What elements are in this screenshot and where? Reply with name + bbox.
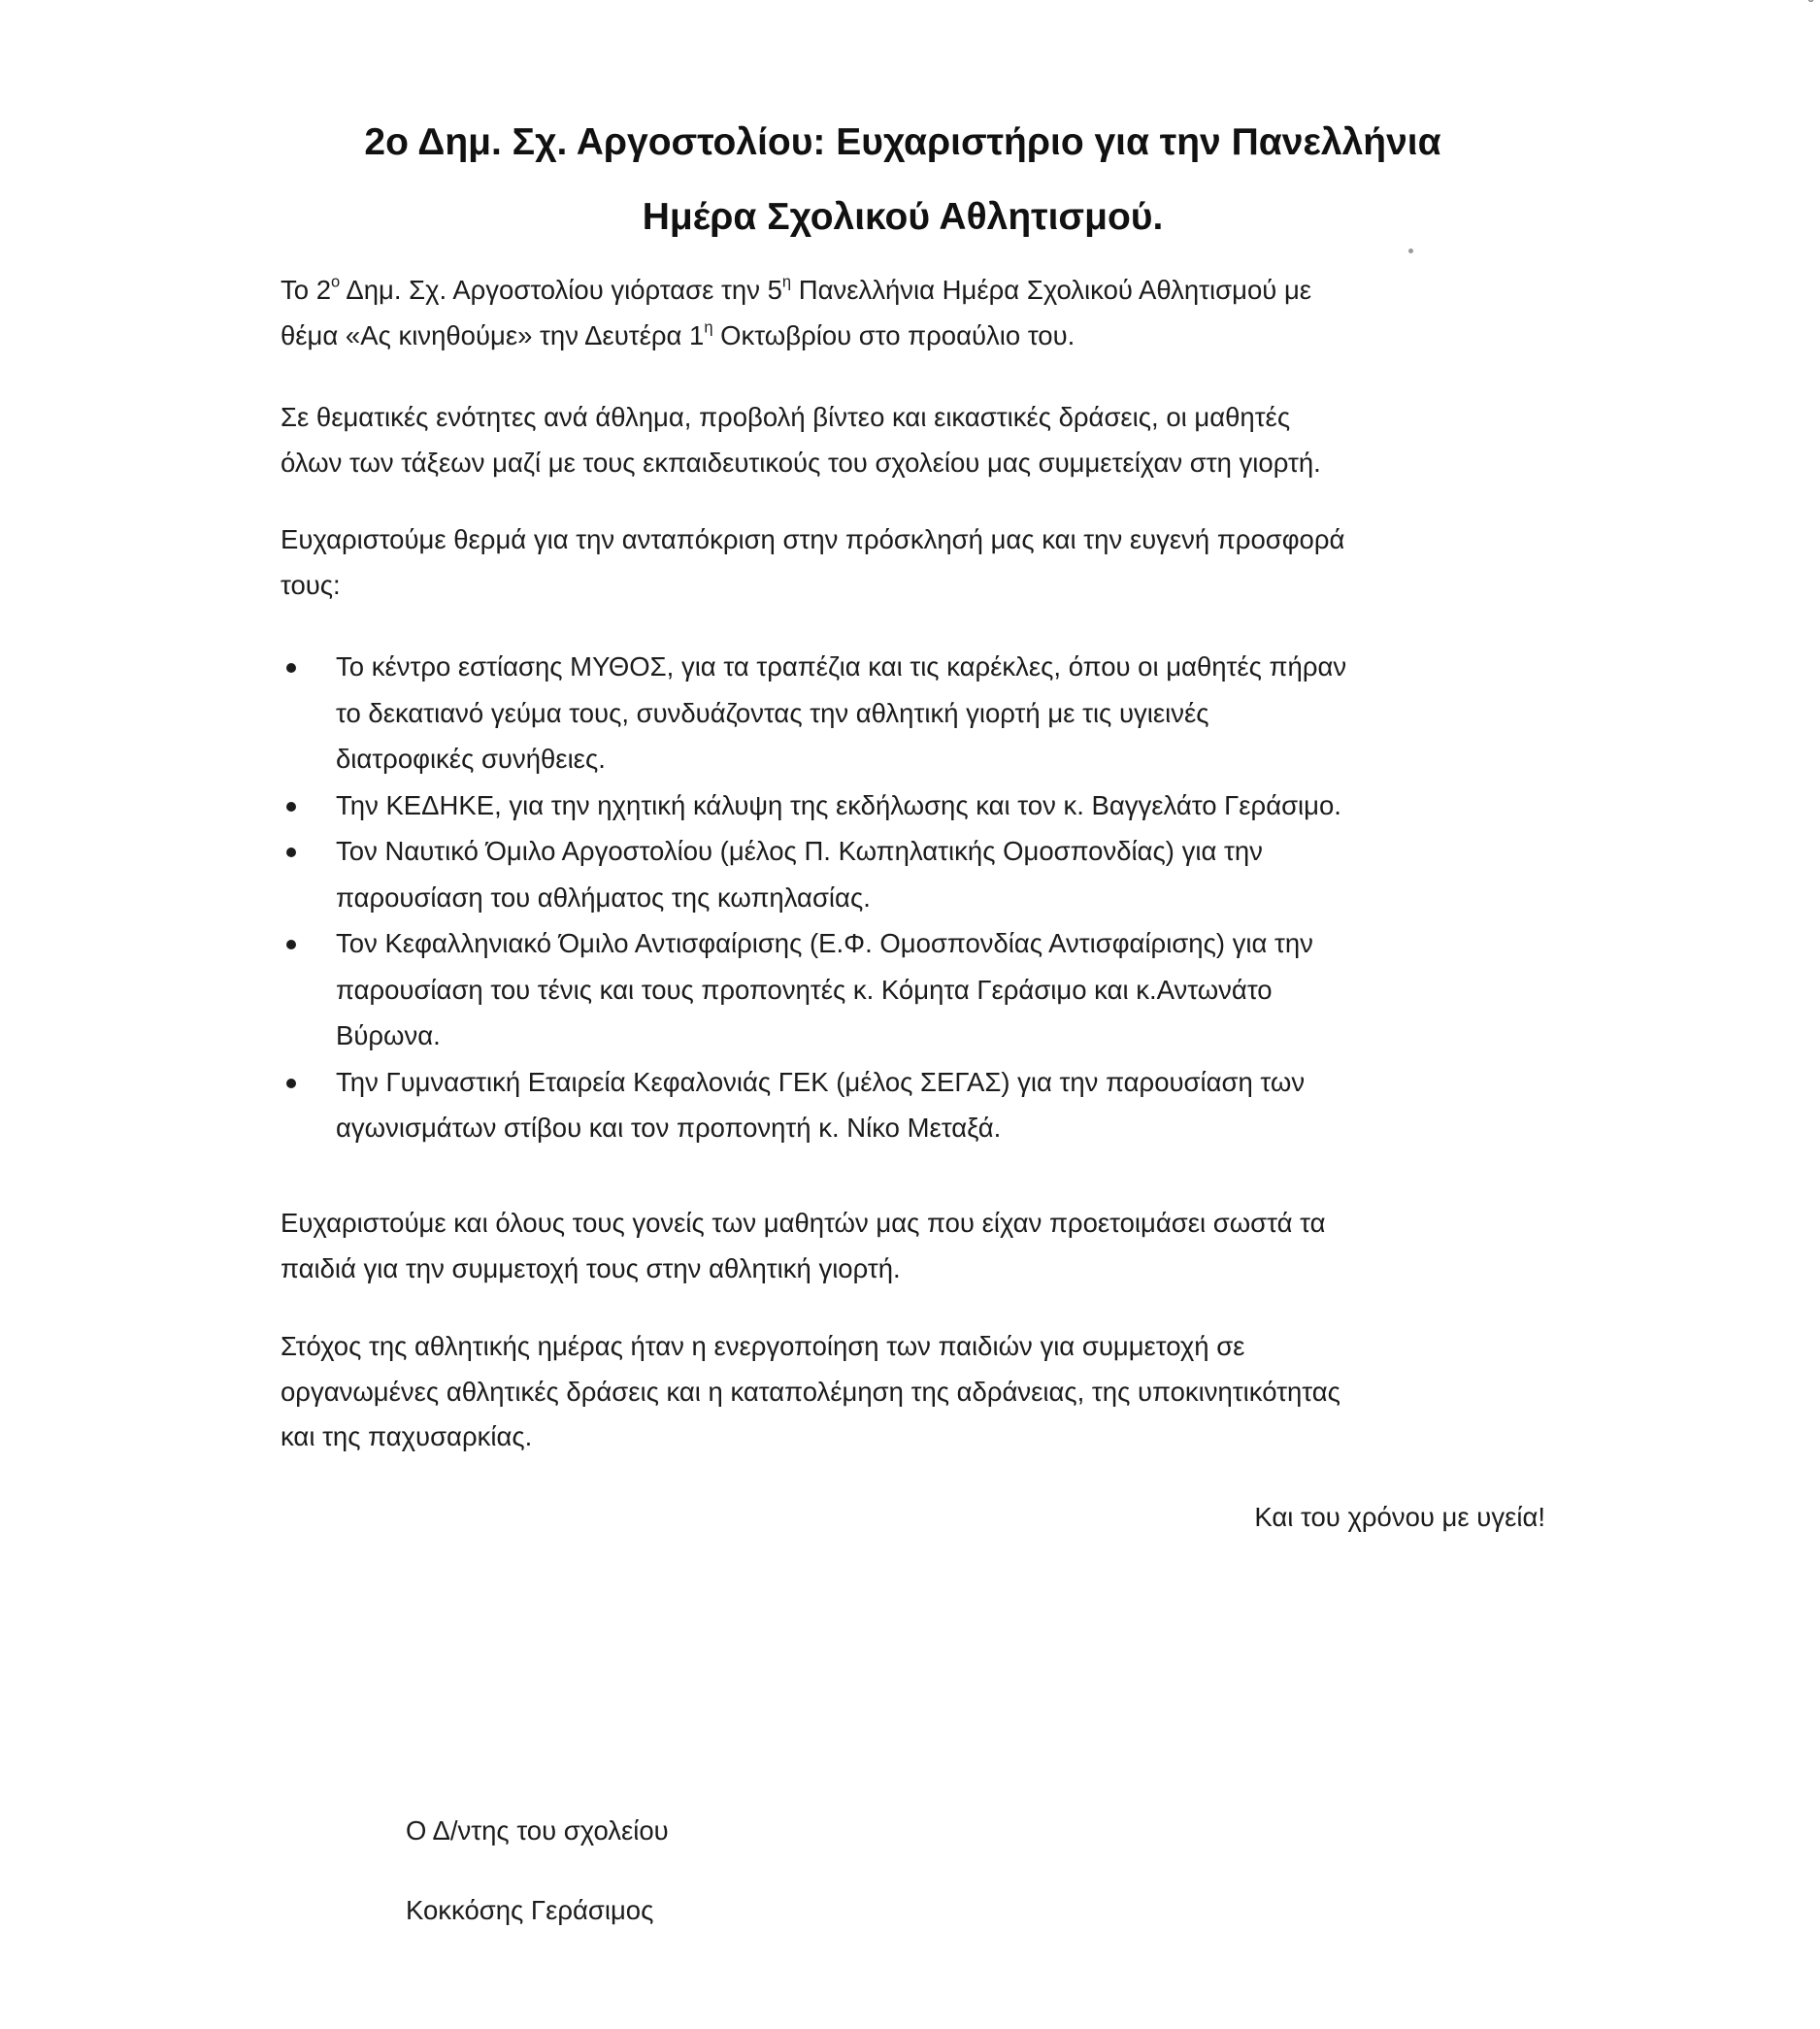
intro-text: Δημ. Σχ. Αργοστολίου γιόρτασε την 5 [340,275,782,305]
list-item [281,920,1562,1059]
paragraph-line: Ευχαριστούμε θερμά για την ανταπόκριση στην πρόσκλησή μας και την ευγενή προσφορά [281,524,1345,554]
thanks-paragraph [281,517,1562,608]
paragraph-line: Ευχαριστούμε και όλους τους γονείς των μαθητών μας που είχαν προετοιμάσει σωστά τα [281,1208,1326,1238]
list-item [281,644,1562,782]
paragraph-line: Στόχος της αθλητικής ημέρας ήταν η ενεργοποίηση των παιδιών για συμμετοχή σε [281,1331,1245,1361]
scan-edge-mark: ˘ [1808,0,1814,17]
list-item-line: διατροφικές συνήθειες. [336,744,606,774]
closing-wish: Και του χρόνου με υγεία! [1254,1502,1545,1532]
list-item [281,828,1562,920]
list-item-line: Την ΚΕΔΗΚΕ, για την ηχητική κάλυψη της εκδήλωσης και τον κ. Βαγγελάτο Γεράσιμο. [336,789,1341,820]
intro-text: Το 2 [281,275,332,305]
intro-text: Οκτωβρίου στο προαύλιο του. [712,319,1075,350]
intro-text: θέμα «Ας κινηθούμε» την Δευτέρα 1 [281,319,705,350]
bullet-icon [286,1079,296,1088]
paragraph-line: οργανωμένες αθλητικές δράσεις και η καταπολέμηση της αδράνειας, της υποκινητικότητας [281,1376,1340,1407]
list-item-line: το δεκατιανό γεύμα τους, συνδυάζοντας την αθλητική γιορτή με τις υγιεινές [336,697,1209,728]
list-item [281,782,1562,829]
list-item-line: αγωνισμάτων στίβου και τον προπονητή κ. Νίκο Μεταξά. [336,1113,1002,1143]
paragraph-line: Σε θεματικές ενότητες ανά άθλημα, προβολή βίντεο και εικαστικές δράσεις, οι μαθητές [281,402,1291,432]
activities-paragraph [281,395,1562,485]
title-line: Ημέρα Σχολικού Αθλητισμού. [642,196,1164,238]
list-item [281,1059,1562,1151]
list-item-line: Τον Κεφαλληνιακό Όμιλο Αντισφαίρισης (Ε.Φ. Ομοσπονδίας Αντισφαίρισης) για την [336,928,1313,958]
bullet-icon [286,663,296,673]
intro-line-1 [281,268,1562,314]
list-item-line: παρουσίαση του τένις και τους προπονητές κ. Κόμητα Γεράσιμο και κ.Αντωνάτο [336,974,1273,1005]
list-item-line: Το κέντρο εστίασης ΜΥΘΟΣ, για τα τραπέζια και τις καρέκλες, όπου οι μαθητές πήραν [336,651,1347,682]
paragraph-line: τους: [281,569,341,600]
ordinal-superscript: η [781,273,792,291]
ordinal-superscript: η [704,318,713,337]
list-item-line: παρουσίαση του αθλήματος της κωπηλασίας. [336,881,871,913]
sponsors-list [281,644,1562,1151]
intro-text: Πανελλήνια Ημέρα Σχολικού Αθλητισμού με [791,275,1312,305]
title-line: 2ο Δημ. Σχ. Αργοστολίου: Ευχαριστήριο για την Πανελλήνια [364,121,1441,163]
list-item-line: Την Γυμναστική Εταιρεία Κεφαλονιάς ΓΕΚ (μέλος ΣΕΓΑΣ) για την παρουσίαση των [336,1066,1306,1097]
intro-line-2 [281,314,1562,359]
intro-paragraph [281,268,1562,358]
paragraph-line: όλων των τάξεων μαζί με τους εκπαιδευτικούς του σχολείου μας συμμετείχαν στη γιορτή. [281,447,1321,478]
parents-paragraph [281,1201,1562,1291]
paragraph-line: και της παχυσαρκίας. [281,1421,533,1451]
paragraph-line: παιδιά για την συμμετοχή τους στην αθλητική γιορτή. [281,1252,901,1283]
list-item-line: Τον Ναυτικό Όμιλο Αργοστολίου (μέλος Π. Κωπηλατικής Ομοσπονδίας) για την [336,836,1263,866]
document-title [281,105,1524,254]
signature-role: Ο Δ/ντης του σχολείου [406,1815,669,1846]
bullet-icon [286,940,296,949]
bullet-icon [286,802,296,812]
goal-paragraph [281,1324,1562,1460]
list-item-line: Βύρωνα. [336,1020,441,1050]
ordinal-superscript: ο [331,273,341,291]
bullet-icon [286,848,296,857]
signature-name: Κοκκόσης Γεράσιμος [406,1895,654,1925]
